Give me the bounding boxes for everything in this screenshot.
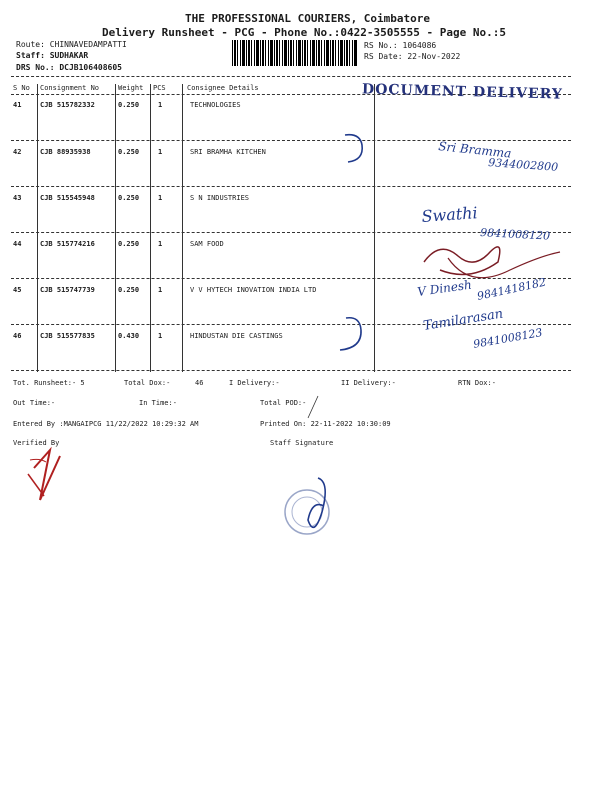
row-consignee: SAM FOOD: [190, 240, 224, 248]
rs-date: RS Date: 22-Nov-2022: [364, 52, 461, 61]
delivery-tick-mark: [340, 318, 361, 350]
column-header: S No: [13, 84, 30, 92]
row-weight: 0.250: [118, 148, 140, 156]
row-pcs: 1: [158, 101, 163, 109]
handwritten-phone: 9344002800: [487, 156, 559, 174]
verifier-signature: [28, 474, 44, 496]
row-consignment: CJB 515782332: [40, 101, 95, 109]
row-weight: 0.250: [118, 240, 140, 248]
column-header: PCS: [153, 84, 166, 92]
row-sno: 43: [13, 194, 22, 202]
total-dox-label: Total Dox:-: [124, 379, 171, 387]
staff-signature-label: Staff Signature: [270, 439, 334, 447]
signature-scribble: [448, 252, 560, 278]
row-sno: 46: [13, 332, 22, 340]
staff: Staff: SUDHAKAR: [16, 51, 89, 60]
row-consignment: CJB 515577835: [40, 332, 95, 340]
handwritten-phone: 9841008120: [479, 226, 551, 243]
tot-runsheet: Tot. Runsheet:- 5: [13, 379, 85, 387]
company-name: THE PROFESSIONAL COURIERS, Coimbatore: [185, 12, 431, 25]
rtn-dox: RTN Dox:-: [458, 379, 496, 387]
row-pcs: 1: [158, 148, 163, 156]
out-time: Out Time:-: [13, 399, 56, 407]
row-pcs: 1: [158, 332, 163, 340]
row-pcs: 1: [158, 286, 163, 294]
row-pcs: 1: [158, 194, 163, 202]
row-consignee: HINDUSTAN DIE CASTINGS: [190, 332, 283, 340]
total-pod: Total POD:-: [260, 399, 307, 407]
verifier-signature: [30, 459, 46, 462]
staff-signature: [308, 478, 325, 527]
handwritten-name: Sri Bramma: [437, 139, 512, 161]
row-consignment: CJB 515747739: [40, 286, 95, 294]
row-weight: 0.430: [118, 332, 140, 340]
row-consignee: TECHNOLOGIES: [190, 101, 241, 109]
verified-by-label: Verified By: [13, 439, 60, 447]
row-consignment: CJB 515774216: [40, 240, 95, 248]
signature-scribble: [424, 247, 500, 275]
row-sno: 42: [13, 148, 22, 156]
i-delivery: I Delivery:-: [229, 379, 280, 387]
rs-number: RS No.: 1064086: [364, 41, 437, 50]
printed-on: Printed On: 22-11-2022 10:30:09: [260, 420, 391, 428]
row-weight: 0.250: [118, 101, 140, 109]
handwritten-name: V Dinesh: [416, 277, 473, 299]
row-consignee: V V HYTECH INOVATION INDIA LTD: [190, 286, 317, 294]
column-header: Consignee Details: [187, 84, 259, 92]
entered-by: Entered By :MANGAIPCG 11/22/2022 10:29:32 AM: [13, 420, 199, 428]
row-consignment: CJB 515545948: [40, 194, 95, 202]
in-time: In Time:-: [139, 399, 177, 407]
document-delivery-stamp: DOCUMENT DELIVERY: [361, 81, 564, 103]
pod-slash-mark: [308, 396, 318, 418]
row-consignment: CJB 88935938: [40, 148, 91, 156]
row-weight: 0.250: [118, 286, 140, 294]
ii-delivery: II Delivery:-: [341, 379, 396, 387]
handwritten-phone: 9841418182: [475, 275, 548, 303]
drs-number: DRS No.: DCJB106408605: [16, 63, 122, 72]
handwritten-phone: 9841008123: [472, 325, 544, 351]
route: Route: CHINNAVEDAMPATTI: [16, 40, 127, 49]
row-consignee: S N INDUSTRIES: [190, 194, 250, 202]
row-sno: 45: [13, 286, 22, 294]
runsheet-title: Delivery Runsheet - PCG - Phone No.:0422-3505555 - Page No.:5: [102, 26, 506, 39]
verifier-signature: [34, 450, 60, 500]
row-pcs: 1: [158, 240, 163, 248]
delivery-tick-mark: [345, 135, 362, 162]
total-dox-value: 46: [195, 379, 204, 387]
handwritten-name: Tamilarasan: [422, 306, 505, 334]
row-sno: 44: [13, 240, 22, 248]
column-header: Weight: [118, 84, 144, 92]
column-header: Consignment No: [40, 84, 100, 92]
row-consignee: SRI BRAMHA KITCHEN: [190, 148, 266, 156]
row-sno: 41: [13, 101, 22, 109]
row-weight: 0.250: [118, 194, 140, 202]
handwritten-signature: Swathi: [420, 203, 479, 226]
